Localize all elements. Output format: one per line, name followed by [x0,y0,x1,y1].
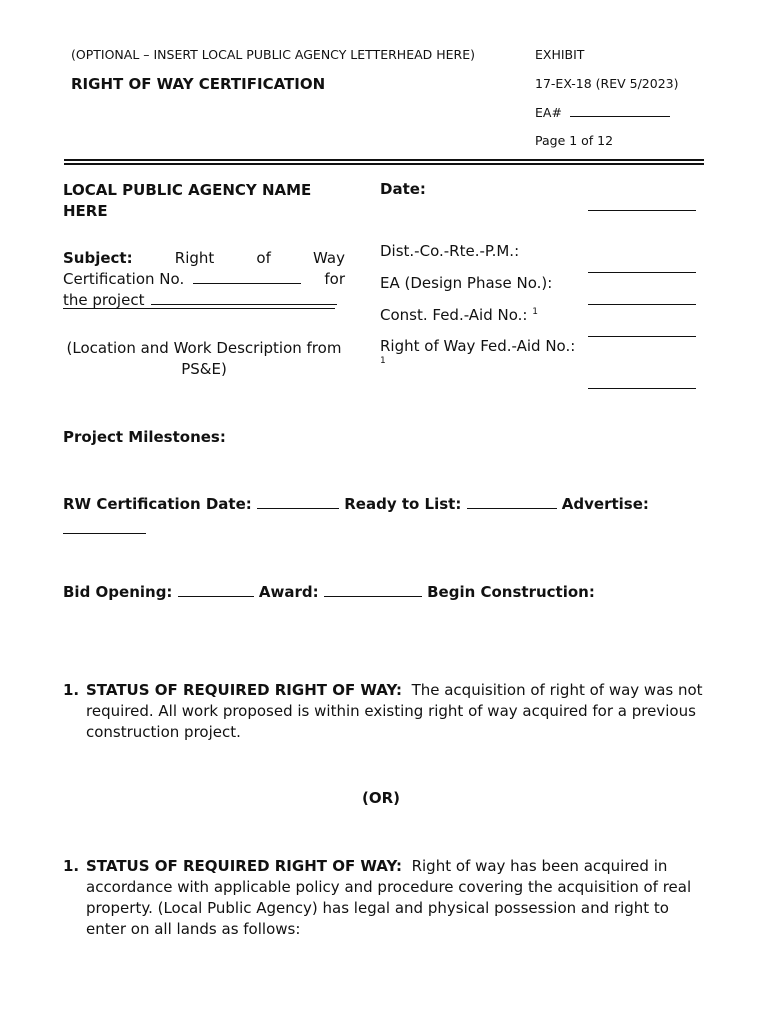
status-number: 1. [63,857,80,875]
milestones-row1 [63,495,649,513]
rw-fed-aid-blank[interactable] [588,388,696,389]
dist-co-rte-pm-blank[interactable] [588,272,696,273]
ea-design-phase-blank[interactable] [588,304,696,305]
subject-line2 [63,269,345,290]
document-title: RIGHT OF WAY CERTIFICATION [71,75,326,93]
status-text: The acquisition of right of way was not required. All work proposed is within existing right of way acquired for a previous construction project. [86,681,703,741]
or-separator: (OR) [362,789,401,807]
status-paragraph-acquired [63,856,713,940]
bid-opening-label: Bid Opening: [63,583,173,601]
header-rule-bottom [64,163,704,165]
status-number: 1. [63,681,80,699]
status-heading: STATUS OF REQUIRED RIGHT OF WAY: [86,681,403,699]
subject-word-way: Way [313,249,345,267]
date-blank[interactable] [588,210,696,211]
subject-line1 [63,248,345,269]
subject-word-for: for [324,270,345,288]
subject-word-right: Right [174,249,215,267]
date-label: Date: [380,180,426,198]
agency-name-line2: HERE [63,202,108,220]
ea-number-blank[interactable] [570,104,670,117]
award-blank[interactable] [324,584,422,597]
certification-no-label: Certification No. [63,270,185,288]
subject-word-of: of [256,249,271,267]
location-description-note [63,338,345,380]
header-rule-top [64,159,704,161]
project-label: the project [63,291,145,309]
location-note-line2: PS&E) [181,360,227,378]
subject-label: Subject: [63,249,133,267]
rw-fed-aid-footnote: 1 [380,356,386,366]
rw-fed-aid-label: Right of Way Fed.-Aid No.: [380,337,576,355]
advertise-blank[interactable] [63,521,146,534]
const-fed-aid-footnote: 1 [532,307,538,317]
subject-block [63,248,345,309]
ready-to-list-blank[interactable] [467,496,557,509]
ea-number-field [535,104,670,120]
begin-construction-label: Begin Construction: [427,583,595,601]
form-number: 17-EX-18 (REV 5/2023) [535,76,679,91]
const-fed-aid-blank[interactable] [588,336,696,337]
award-label: Award: [258,583,319,601]
agency-name-line1: LOCAL PUBLIC AGENCY NAME [63,181,312,199]
certification-no-blank[interactable] [193,271,301,284]
agency-name [63,180,311,222]
subject-line3 [63,290,345,311]
const-fed-aid-field [380,306,538,324]
ea-design-phase-label: EA (Design Phase No.): [380,274,553,292]
location-note-line1: (Location and Work Description from [66,339,342,357]
rw-certification-date-label: RW Certification Date: [63,495,252,513]
const-fed-aid-label: Const. Fed.-Aid No.: [380,306,528,324]
dist-co-rte-pm-label: Dist.-Co.-Rte.-P.M.: [380,242,520,260]
project-blank[interactable] [151,292,337,305]
advertise-label: Advertise: [561,495,649,513]
project-milestones-heading: Project Milestones: [63,428,226,446]
status-heading: STATUS OF REQUIRED RIGHT OF WAY: [86,857,403,875]
exhibit-label: EXHIBIT [535,47,585,62]
ea-label: EA# [535,105,562,120]
milestones-row2 [63,583,595,601]
letterhead-note: (OPTIONAL – INSERT LOCAL PUBLIC AGENCY LETTERHEAD HERE) [71,47,476,62]
ready-to-list-label: Ready to List: [344,495,462,513]
rw-certification-date-blank[interactable] [257,496,339,509]
page-indicator: Page 1 of 12 [535,133,614,148]
status-paragraph-not-required [63,680,713,743]
status-text: Right of way has been acquired in accordance with applicable policy and procedure covering the acquisition of real property. (Local Public Agency) has legal and physical possession and right to enter on all lands as follows: [86,857,692,938]
bid-opening-blank[interactable] [178,584,254,597]
